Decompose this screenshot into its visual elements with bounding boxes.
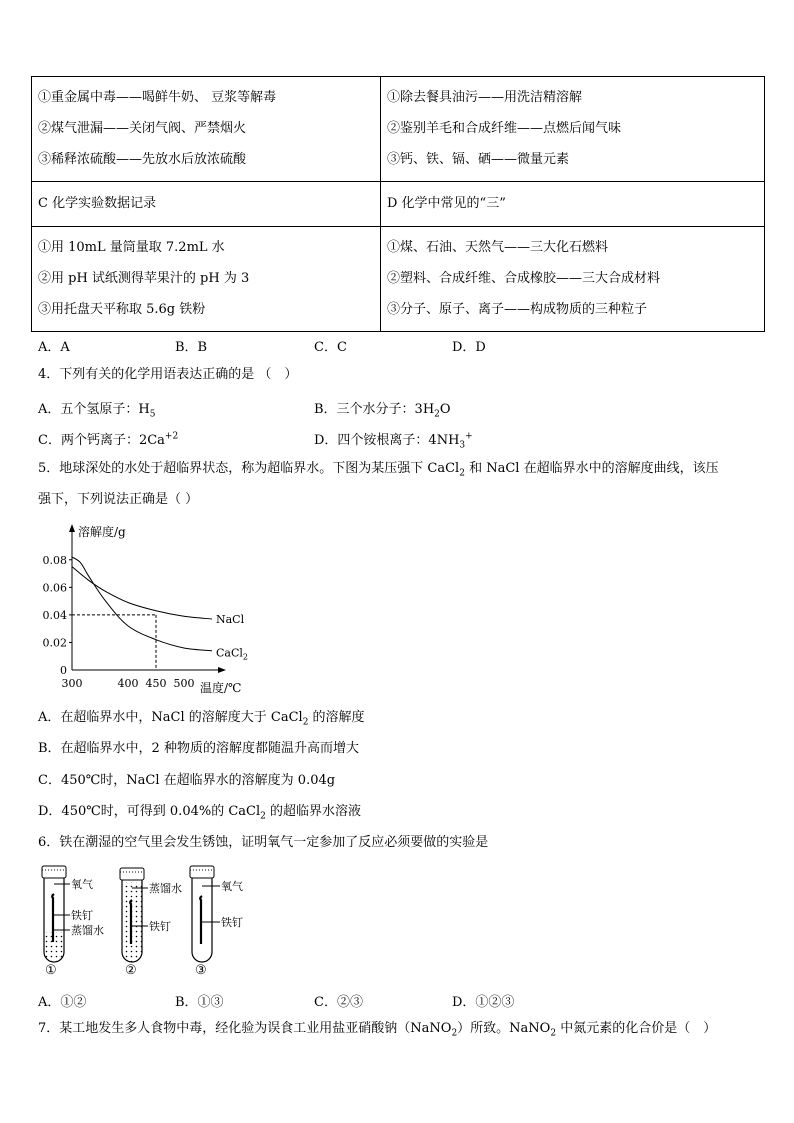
table-line: ②煤气泄漏——关闭气阀、严禁烟火 (38, 121, 247, 136)
tube-3-label-nail: 铁钉 (221, 916, 243, 929)
x-axis-arrow (218, 667, 226, 673)
q7-mid: ）所致。NaNO (457, 1021, 551, 1036)
tube-1-label-nail: 铁钉 (71, 909, 93, 922)
q5-c-pre: C．450℃时，NaCl 在超临界水的溶解度为 0.04g (38, 773, 336, 788)
q4-d-text: D．四个铵根离子：4NH (314, 433, 460, 448)
q4-b-tail: O (439, 402, 451, 417)
y-axis-arrow (69, 524, 75, 532)
header-c-text: C 化学实验数据记录 (38, 196, 157, 211)
q7-stem (38, 1020, 716, 1038)
tube-1-nail (52, 894, 54, 942)
table-cell-a (32, 77, 381, 182)
q7-sub1: 2 (451, 1028, 458, 1039)
question3-table (31, 76, 765, 332)
table-line: ①煤、石油、天然气——三大化石燃料 (387, 240, 609, 255)
q4-a-sub: 5 (149, 409, 156, 420)
q5-b-pre: B．在超临界水中，2 种物质的溶解度都随温升高而增大 (38, 741, 359, 756)
tube-1-label-oxygen: 氧气 (71, 878, 93, 891)
x-axis-label: 温度/℃ (200, 681, 242, 695)
q5-a-pre: A．在超临界水中，NaCl 的溶解度大于 CaCl (38, 710, 303, 725)
q4-option-b[interactable] (314, 398, 451, 420)
x-tick-label: 500 (173, 677, 195, 690)
y-tick-label: 0 (60, 664, 67, 677)
table-cell-c (32, 227, 381, 332)
tube-3-number: ③ (195, 963, 207, 978)
test-tube-diagram (30, 860, 260, 980)
tube-3-nail (200, 896, 202, 944)
q5-a-sub: 2 (302, 717, 309, 728)
tube-1-label-water: 蒸馏水 (71, 924, 104, 937)
q5-d-pre: D．450℃时，可得到 0.04%的 CaCl (38, 804, 261, 819)
tube-2-nail (130, 900, 132, 944)
q7-sub2: 2 (550, 1028, 557, 1039)
q6-option-a[interactable]: A．①② (38, 995, 87, 1010)
tube-2-label-nail: 铁钉 (149, 920, 171, 933)
tube-1-number: ① (45, 963, 57, 978)
q4-option-c[interactable] (38, 429, 178, 448)
tube-3-label-oxygen: 氧气 (221, 880, 243, 893)
y-tick-label: 0.06 (42, 581, 67, 595)
series-label-nacl: NaCl (216, 613, 245, 627)
x-tick-label: 450 (145, 677, 167, 690)
q4-d-sub: 3 (459, 440, 466, 451)
q6-stem: 6．铁在潮湿的空气里会发生锈蚀，证明氧气一定参加了反应必须要做的实验是 (38, 835, 489, 850)
q5-d-sub: 2 (260, 811, 266, 822)
q5-option-d[interactable] (38, 803, 361, 821)
table-header-d (381, 182, 765, 227)
y-tick-label: 0.04 (42, 608, 67, 622)
table-line: ③钙、铁、镉、硒——微量元素 (387, 152, 570, 167)
q5-stem-line1 (38, 460, 719, 478)
tube-2-number: ② (125, 963, 137, 978)
q5-stem-a: 5．地球深处的水处于超临界状态，称为超临界水。下图为某压强下 CaCl (38, 461, 460, 476)
tube-2 (120, 868, 182, 978)
q5-stem-line2: 强下，下列说法正确是（ ） (38, 492, 199, 507)
header-d-text: D 化学中常见的“三” (387, 196, 506, 211)
q7-post: 中氮元素的化合价是（ ） (556, 1021, 717, 1036)
y-tick-label: 0.08 (42, 553, 67, 567)
q6-option-d[interactable]: D．①②③ (452, 995, 515, 1010)
table-line: ②塑料、合成纤维、合成橡胶——三大合成材料 (387, 271, 661, 286)
q3-option-b[interactable]: B．B (175, 340, 208, 355)
table-cell-b (381, 77, 765, 182)
table-header-c (32, 182, 381, 227)
table-line: ③稀释浓硫酸——先放水后放浓硫酸 (38, 152, 247, 167)
table-line: ①重金属中毒——喝鲜牛奶、 豆浆等解毒 (38, 90, 277, 105)
x-tick-label: 300 (61, 677, 83, 690)
series-line-cacl2 (72, 557, 212, 651)
q4-stem: 4．下列有关的化学用语表达正确的是 （ ） (38, 367, 298, 382)
table-line: ③分子、原子、离子——构成物质的三种粒子 (387, 302, 648, 317)
chart-axes (69, 524, 226, 673)
q5-d-post: 的超临界水溶液 (265, 804, 362, 819)
q5-option-b[interactable] (38, 740, 359, 758)
q4-b-sub: 2 (434, 409, 440, 420)
q5-option-c[interactable] (38, 772, 335, 790)
tube-3 (190, 866, 243, 978)
q4-c-text: C．两个钙离子：2Ca (38, 433, 165, 448)
table-line: ②用 pH 试纸测得苹果汁的 pH 为 3 (38, 271, 250, 286)
series-label-cacl2: CaCl$_2$ (216, 646, 249, 662)
q4-d-sup: + (465, 431, 473, 442)
tube-1-stopper (42, 866, 66, 878)
q4-a-text: A．五个氢原子：H (38, 402, 150, 417)
tube-1 (42, 866, 104, 978)
series-label-subscript: 2 (242, 652, 249, 662)
tube-2-label-water: 蒸馏水 (149, 882, 182, 895)
q4-option-a[interactable] (38, 398, 156, 420)
q3-option-d[interactable]: D．D (452, 340, 486, 355)
tube-3-stopper (190, 866, 214, 878)
tube-2-stopper (120, 868, 144, 880)
q3-option-c[interactable]: C．C (314, 340, 347, 355)
table-line: ③用托盘天平称取 5.6g 铁粉 (38, 302, 206, 317)
x-tick-label: 400 (117, 677, 139, 690)
y-tick-label: 0.02 (42, 636, 67, 650)
chart-guides (72, 615, 156, 670)
q7-pre: 7．某工地发生多人食物中毒，经化验为误食工业用盐亚硝酸钠（NaNO (38, 1021, 452, 1036)
q4-c-sup: +2 (164, 431, 179, 442)
q5-stem-b: 和 NaCl 在超临界水中的溶解度曲线，该压 (464, 461, 719, 476)
solubility-chart (30, 518, 249, 696)
q5-stem-sub: 2 (459, 468, 465, 479)
y-axis-label: 溶解度/g (78, 525, 126, 539)
q6-option-b[interactable]: B．①③ (175, 995, 224, 1010)
chart-series (72, 557, 212, 651)
q4-b-text: B．三个水分子：3H (314, 402, 435, 417)
series-line-nacl (72, 567, 212, 619)
q6-option-c[interactable]: C．②③ (314, 995, 363, 1010)
table-line: ①除去餐具油污——用洗洁精溶解 (387, 90, 583, 105)
q5-option-a[interactable] (38, 709, 365, 727)
table-line: ①用 10mL 量筒量取 7.2mL 水 (38, 240, 225, 255)
q3-option-a[interactable]: A．A (38, 340, 70, 355)
table-line: ②鉴别羊毛和合成纤维——点燃后闻气味 (387, 121, 622, 136)
table-cell-d (381, 227, 765, 332)
q4-option-d[interactable] (314, 429, 473, 451)
q5-a-post: 的溶解度 (308, 710, 365, 725)
